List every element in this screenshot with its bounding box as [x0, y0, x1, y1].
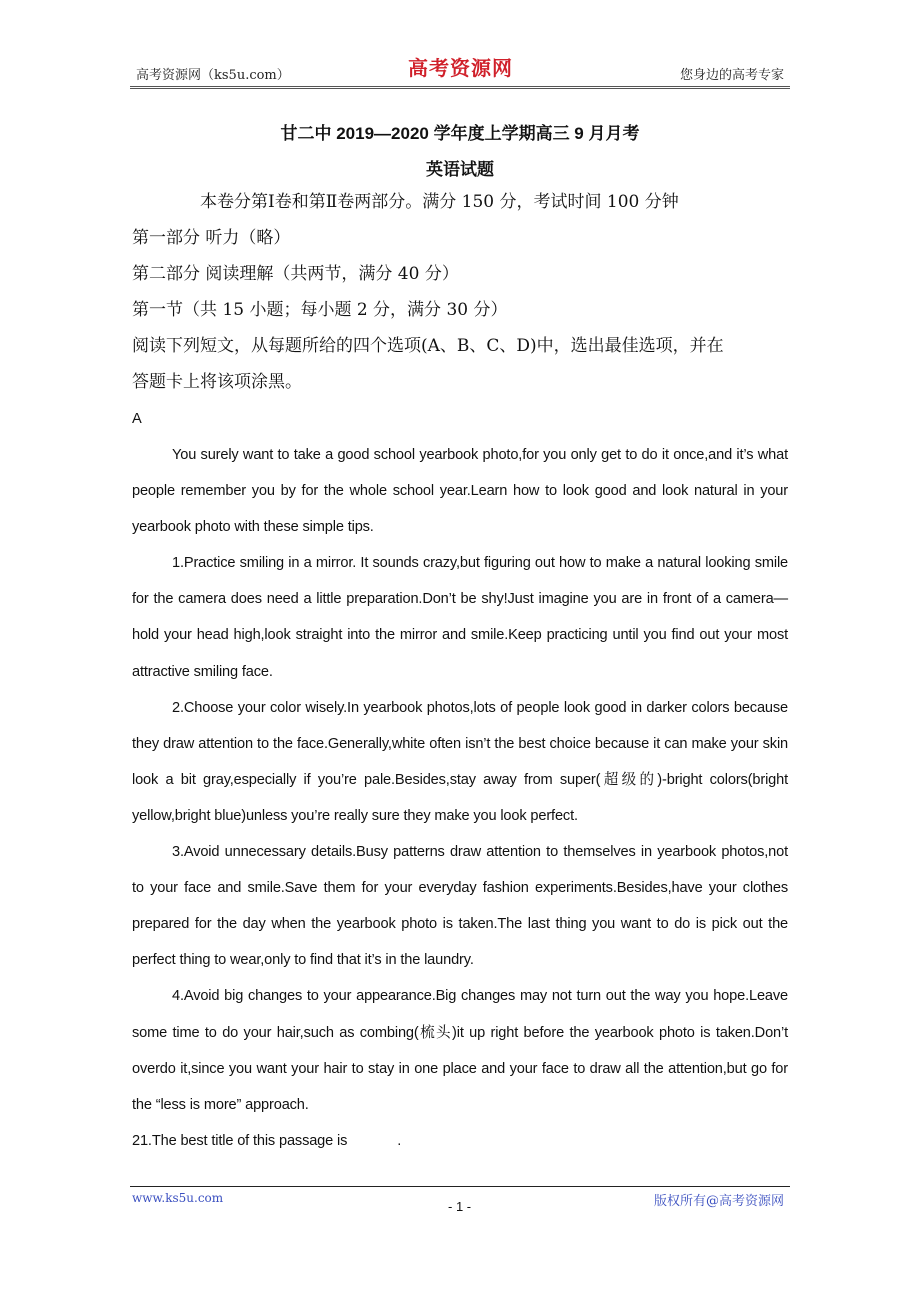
exam-subtitle: 英语试题: [426, 160, 494, 179]
question-text: 21.The best title of this passage is: [132, 1132, 348, 1149]
page-footer: [130, 1186, 790, 1214]
paragraph: You surely want to take a good school yearbook photo,for you only get to do it once,and it’s what people remember you by for the whole school year.Learn how to look good and look natural in your yearbook photo with these simple tips.: [132, 447, 788, 536]
header-logo: 高考资源网: [408, 56, 513, 80]
paragraph: 3.Avoid unnecessary details.Busy patterns draw attention to themselves in yearbook photos,not to your face and smile.Save them for your everyday fashion experiments.Besides,have your clothes prepared for the day when the yearbook photo is taken.The last thing you want to do is pick out the perfect thing to wear,only to find that it’s in the laundry.: [132, 844, 788, 969]
instruction-line2: 答题卡上将该项涂黑。: [132, 372, 302, 392]
page-number: - 1 -: [448, 1199, 472, 1214]
part1-heading: 第一部分 听力（略）: [132, 228, 291, 248]
paragraph: 1.Practice smiling in a mirror. It sounds crazy,but figuring out how to make a natural looking smile for the camera does need a little preparation.Don’t be shy!Just imagine you are in front of a camera—hold your head high,look straight into the mirror and smile.Keep practicing until you find out your most attractive smiling face.: [132, 555, 788, 680]
question-end: .: [397, 1132, 402, 1149]
header-slogan: 您身边的高考专家: [679, 68, 784, 83]
paragraph: 2.Choose your color wisely.In yearbook photos,lots of people look good in darker colors because they draw attention to the face.Generally,white often isn’t the best choice because it can make your skin look a bit gray,especially if you’re pale.Besides,stay away from super(超级的)-bright colors(bright yellow,bright blue)unless you’re really sure they make you look perfect.: [132, 699, 788, 824]
exam-title: 甘二中 2019—2020 学年度上学期高三 9 月月考: [280, 124, 640, 143]
header-site-name: 高考资源网（ks5u.com）: [136, 68, 290, 83]
page-header: [130, 56, 790, 89]
passage-label: A: [132, 411, 142, 427]
section1-heading: 第一节（共 15 小题；每小题 2 分，满分 30 分）: [132, 300, 508, 320]
passage-a: [132, 411, 788, 1159]
paragraph: 4.Avoid big changes to your appearance.Big changes may not turn out the way you hope.Leave some time to do your hair,such as combing(梳头)it up right before the yearbook photo is taken.Don’t overdo it,since you want your hair to stay in one place and your face to draw all the attention,but go for the “less is more” approach.: [132, 988, 788, 1113]
exam-intro: 本卷分第Ⅰ卷和第Ⅱ卷两部分。满分 150 分，考试时间 100 分钟: [200, 192, 679, 212]
part2-heading: 第二部分 阅读理解（共两节，满分 40 分）: [132, 264, 459, 284]
question-21: [132, 1123, 788, 1159]
footer-copyright: 版权所有@高考资源网: [653, 1194, 784, 1209]
footer-site-link[interactable]: www.ks5u.com: [132, 1191, 224, 1205]
instruction-line1: 阅读下列短文，从每题所给的四个选项(A、B、C、D)中，选出最佳选项，并在: [132, 336, 724, 356]
